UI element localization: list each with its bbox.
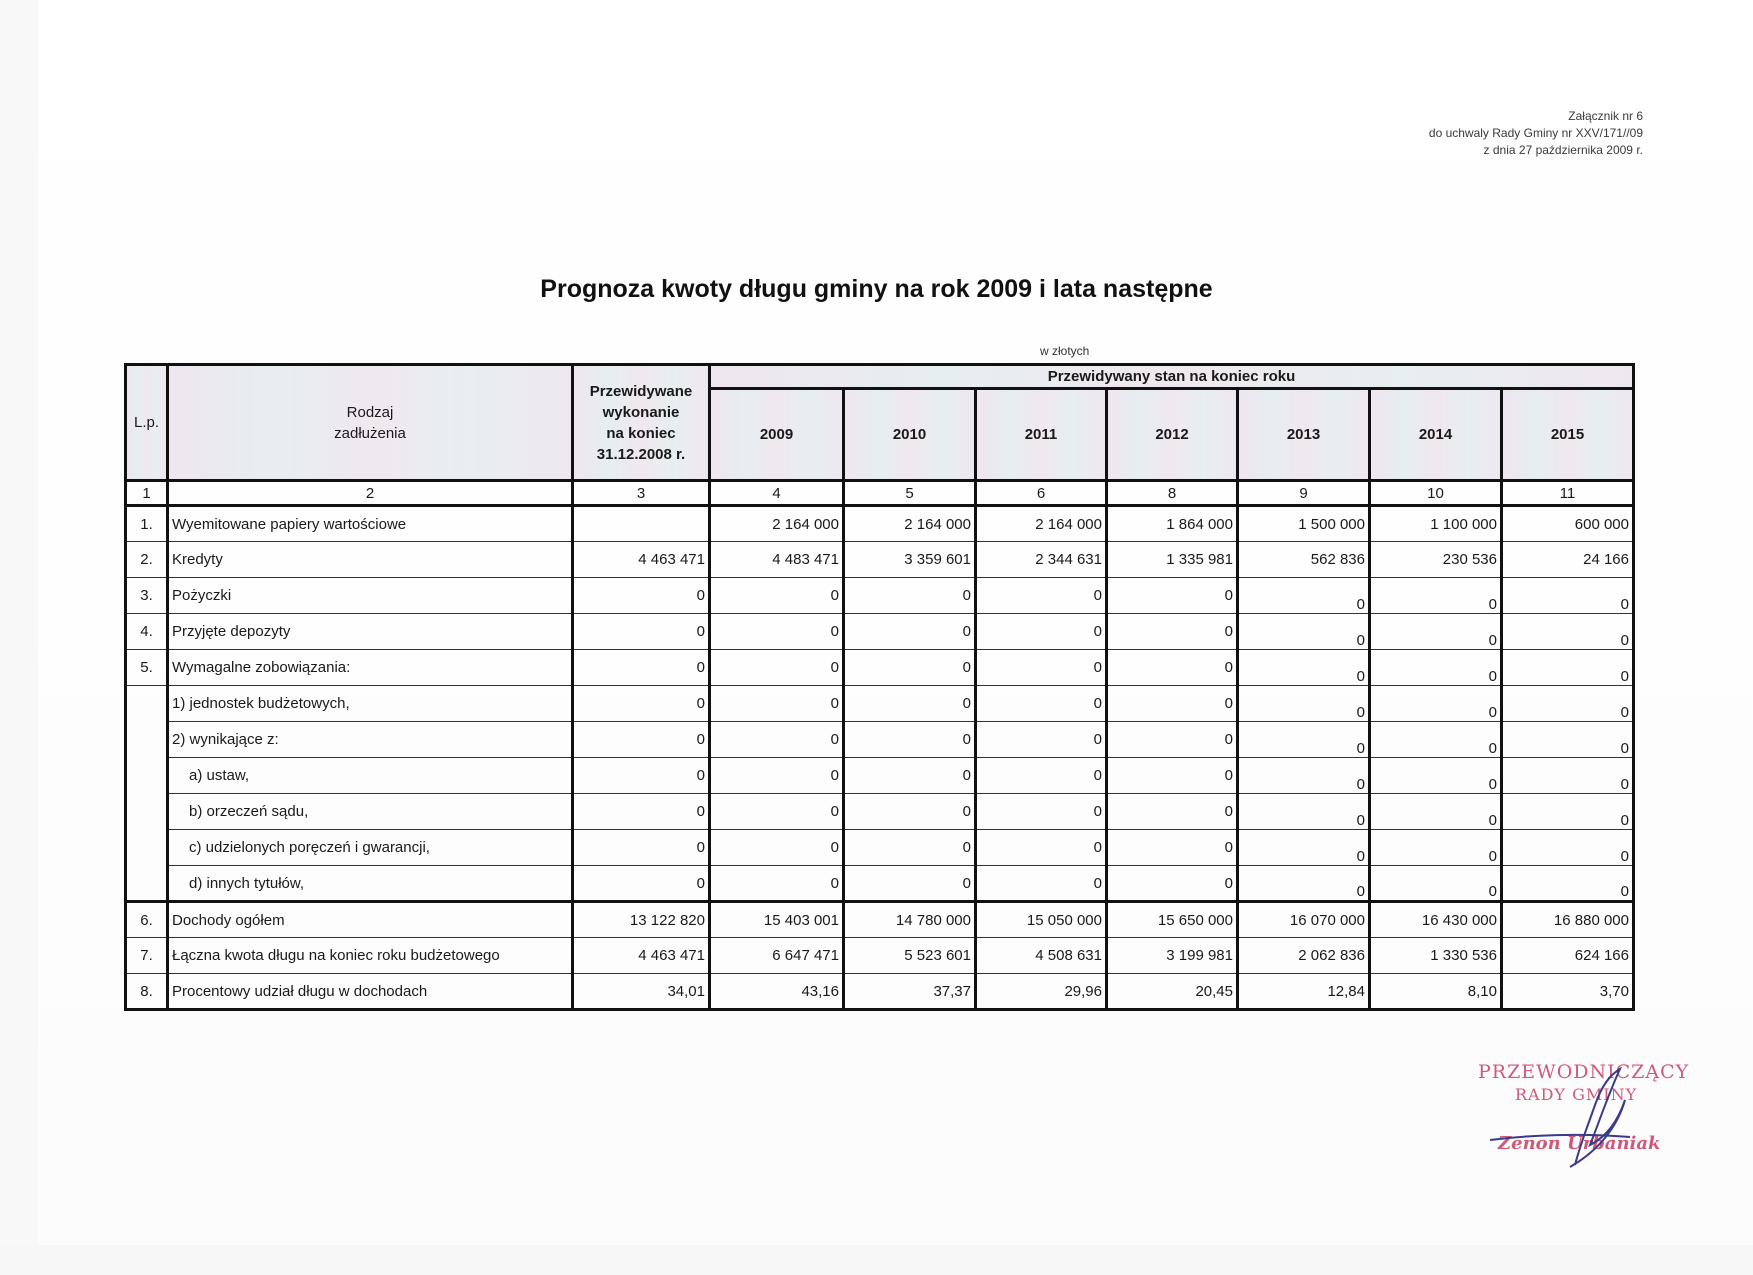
row-label: Łączna kwota długu na koniec roku budżetowego: [168, 938, 573, 974]
row-number: 8.: [126, 974, 168, 1010]
value-cell: 4 463 471: [573, 938, 710, 974]
value-cell: 1 864 000: [1107, 506, 1238, 542]
header-exec-line1: Przewidywane: [589, 382, 693, 400]
value-cell: 0: [976, 614, 1107, 650]
value-cell: 0: [1107, 686, 1238, 722]
value-cell: 0: [710, 758, 844, 794]
row-label: Wyemitowane papiery wartościowe: [168, 506, 573, 542]
value-cell: 0: [976, 650, 1107, 686]
header-year-2014: 2014: [1370, 389, 1502, 481]
table-row: [126, 866, 1634, 902]
column-number: 4: [710, 481, 844, 506]
scan-bottom-edge: [0, 1245, 1753, 1275]
value-cell: 0: [1502, 578, 1634, 614]
header-expected-execution: [573, 365, 710, 481]
value-cell: 15 403 001: [710, 902, 844, 938]
row-number: 4.: [126, 614, 168, 650]
row-number: 7.: [126, 938, 168, 974]
value-cell: 8,10: [1370, 974, 1502, 1010]
row-label: Wymagalne zobowiązania:: [168, 650, 573, 686]
value-cell: 0: [710, 830, 844, 866]
table-row: [126, 722, 1634, 758]
value-cell: 0: [1502, 794, 1634, 830]
value-cell: 43,16: [710, 974, 844, 1010]
value-cell: 0: [976, 686, 1107, 722]
row-number: [126, 758, 168, 794]
value-cell: 0: [1107, 758, 1238, 794]
value-cell: 0: [844, 830, 976, 866]
table-row: [126, 650, 1634, 686]
value-cell: 0: [1238, 722, 1370, 758]
header-exec-line3: na koniec: [606, 424, 676, 442]
value-cell: 0: [1107, 866, 1238, 902]
value-cell: 0: [1370, 650, 1502, 686]
row-number: 3.: [126, 578, 168, 614]
value-cell: 0: [573, 758, 710, 794]
value-cell: 0: [976, 830, 1107, 866]
value-cell: 6 647 471: [710, 938, 844, 974]
row-label: Przyjęte depozyty: [168, 614, 573, 650]
header-debt-type: [168, 365, 573, 481]
header-debt-type-line1: Rodzaj: [346, 403, 394, 421]
resolution-reference: do uchwaly Rady Gminy nr XXV/171//09: [1428, 126, 1643, 140]
page-title: Prognoza kwoty długu gminy na rok 2009 i lata następne: [540, 275, 1213, 303]
table-row: [126, 830, 1634, 866]
header-forecast-group: Przewidywany stan na koniec roku: [710, 365, 1634, 389]
value-cell: 0: [1502, 650, 1634, 686]
row-number: [126, 722, 168, 758]
row-label: c) udzielonych poręczeń i gwarancji,: [168, 830, 573, 866]
row-number: 2.: [126, 542, 168, 578]
value-cell: 15 050 000: [976, 902, 1107, 938]
value-cell: 0: [1370, 794, 1502, 830]
table-row: [126, 542, 1634, 578]
value-cell: 0: [1370, 722, 1502, 758]
value-cell: 0: [1107, 794, 1238, 830]
value-cell: 0: [1502, 686, 1634, 722]
chairman-stamp: [1470, 1055, 1700, 1175]
value-cell: 3 199 981: [1107, 938, 1238, 974]
column-number: 3: [573, 481, 710, 506]
stamp-council: RADY GMINY: [1515, 1085, 1638, 1104]
value-cell: 0: [573, 830, 710, 866]
header-year-2012: 2012: [1107, 389, 1238, 481]
value-cell: 0: [1238, 578, 1370, 614]
value-cell: 2 344 631: [976, 542, 1107, 578]
row-number: [126, 866, 168, 902]
value-cell: 37,37: [844, 974, 976, 1010]
value-cell: 0: [573, 614, 710, 650]
column-number: 2: [168, 481, 573, 506]
value-cell: 0: [573, 650, 710, 686]
table-row: [126, 794, 1634, 830]
value-cell: 0: [1238, 830, 1370, 866]
value-cell: 2 062 836: [1238, 938, 1370, 974]
value-cell: 0: [976, 578, 1107, 614]
value-cell: 0: [976, 758, 1107, 794]
value-cell: 1 100 000: [1370, 506, 1502, 542]
value-cell: 20,45: [1107, 974, 1238, 1010]
value-cell: 15 650 000: [1107, 902, 1238, 938]
row-label: b) orzeczeń sądu,: [168, 794, 573, 830]
value-cell: 0: [710, 686, 844, 722]
value-cell: 13 122 820: [573, 902, 710, 938]
value-cell: 562 836: [1238, 542, 1370, 578]
value-cell: 0: [710, 614, 844, 650]
value-cell: 0: [1370, 866, 1502, 902]
table-row: [126, 614, 1634, 650]
value-cell: 0: [1370, 758, 1502, 794]
row-label: Procentowy udział długu w dochodach: [168, 974, 573, 1010]
value-cell: 0: [710, 578, 844, 614]
value-cell: 4 463 471: [573, 542, 710, 578]
header-year-2015: 2015: [1502, 389, 1634, 481]
value-cell: 0: [1107, 578, 1238, 614]
row-number: [126, 830, 168, 866]
value-cell: 29,96: [976, 974, 1107, 1010]
row-label: Dochody ogółem: [168, 902, 573, 938]
row-label: d) innych tytułów,: [168, 866, 573, 902]
value-cell: 3,70: [1502, 974, 1634, 1010]
value-cell: 0: [1107, 614, 1238, 650]
value-cell: 0: [1502, 722, 1634, 758]
stamp-name: Zenon Urbaniak: [1498, 1133, 1661, 1154]
value-cell: 0: [1502, 758, 1634, 794]
value-cell: 0: [1107, 650, 1238, 686]
value-cell: 24 166: [1502, 542, 1634, 578]
column-number: 10: [1370, 481, 1502, 506]
value-cell: 0: [710, 722, 844, 758]
value-cell: 0: [710, 650, 844, 686]
table-row: [126, 974, 1634, 1010]
value-cell: 230 536: [1370, 542, 1502, 578]
attachment-note: [1429, 108, 1643, 159]
table-row: [126, 578, 1634, 614]
row-label: a) ustaw,: [168, 758, 573, 794]
value-cell: 1 330 536: [1370, 938, 1502, 974]
column-number: 6: [976, 481, 1107, 506]
value-cell: 0: [844, 650, 976, 686]
value-cell: 14 780 000: [844, 902, 976, 938]
value-cell: 0: [573, 722, 710, 758]
column-number: 1: [126, 481, 168, 506]
header-debt-type-line2: zadłużenia: [334, 424, 406, 442]
value-cell: 2 164 000: [844, 506, 976, 542]
value-cell: 0: [844, 578, 976, 614]
value-cell: 0: [844, 722, 976, 758]
column-number: 8: [1107, 481, 1238, 506]
value-cell: 0: [1502, 866, 1634, 902]
value-cell: 16 430 000: [1370, 902, 1502, 938]
value-cell: 0: [710, 794, 844, 830]
column-number: 5: [844, 481, 976, 506]
table-row: [126, 902, 1634, 938]
table-row: [126, 758, 1634, 794]
value-cell: 0: [573, 578, 710, 614]
value-cell: 34,01: [573, 974, 710, 1010]
row-number: 1.: [126, 506, 168, 542]
value-cell: 0: [976, 794, 1107, 830]
value-cell: 0: [1238, 686, 1370, 722]
value-cell: 0: [844, 794, 976, 830]
value-cell: 0: [1238, 794, 1370, 830]
header-exec-line2: wykonanie: [602, 403, 680, 421]
value-cell: 0: [1238, 866, 1370, 902]
value-cell: 0: [1502, 830, 1634, 866]
value-cell: 600 000: [1502, 506, 1634, 542]
stamp-title: PRZEWODNICZĄCY: [1478, 1061, 1690, 1083]
row-label: Kredyty: [168, 542, 573, 578]
attachment-number: Załącznik nr 6: [1568, 109, 1643, 123]
value-cell: 624 166: [1502, 938, 1634, 974]
value-cell: 0: [1370, 578, 1502, 614]
value-cell: 12,84: [1238, 974, 1370, 1010]
unit-label: w złotych: [1040, 344, 1090, 358]
scan-edge: [0, 0, 38, 1275]
value-cell: 3 359 601: [844, 542, 976, 578]
value-cell: 0: [976, 722, 1107, 758]
value-cell: 0: [710, 866, 844, 902]
value-cell: 0: [573, 794, 710, 830]
value-cell: 0: [844, 866, 976, 902]
value-cell: 1 335 981: [1107, 542, 1238, 578]
value-cell: 16 880 000: [1502, 902, 1634, 938]
column-number: 9: [1238, 481, 1370, 506]
table-row: [126, 938, 1634, 974]
value-cell: 0: [1370, 830, 1502, 866]
value-cell: 0: [1238, 650, 1370, 686]
value-cell: 2 164 000: [976, 506, 1107, 542]
header-exec-line4: 31.12.2008 r.: [596, 445, 686, 463]
row-label: 2) wynikające z:: [168, 722, 573, 758]
column-number: 11: [1502, 481, 1634, 506]
value-cell: 4 508 631: [976, 938, 1107, 974]
value-cell: 5 523 601: [844, 938, 976, 974]
value-cell: 0: [573, 686, 710, 722]
value-cell: 0: [1238, 614, 1370, 650]
row-number: 5.: [126, 650, 168, 686]
value-cell: 0: [1370, 686, 1502, 722]
value-cell: 2 164 000: [710, 506, 844, 542]
header-year-2010: 2010: [844, 389, 976, 481]
value-cell: 0: [844, 614, 976, 650]
value-cell: 0: [1502, 614, 1634, 650]
table-row: [126, 506, 1634, 542]
table-row: [126, 686, 1634, 722]
value-cell: 4 483 471: [710, 542, 844, 578]
row-number: 6.: [126, 902, 168, 938]
resolution-date: z dnia 27 października 2009 r.: [1483, 143, 1643, 157]
row-label: Pożyczki: [168, 578, 573, 614]
header-lp: L.p.: [126, 365, 168, 481]
value-cell: [573, 506, 710, 542]
value-cell: 1 500 000: [1238, 506, 1370, 542]
value-cell: 0: [1238, 758, 1370, 794]
value-cell: 0: [1107, 830, 1238, 866]
row-label: 1) jednostek budżetowych,: [168, 686, 573, 722]
debt-forecast-table: [124, 363, 1635, 1011]
header-year-2011: 2011: [976, 389, 1107, 481]
row-number: [126, 794, 168, 830]
value-cell: 0: [976, 866, 1107, 902]
value-cell: 16 070 000: [1238, 902, 1370, 938]
value-cell: 0: [573, 866, 710, 902]
handwritten-signature: [1470, 1055, 1700, 1175]
value-cell: 0: [844, 758, 976, 794]
row-number: [126, 686, 168, 722]
value-cell: 0: [844, 686, 976, 722]
value-cell: 0: [1370, 614, 1502, 650]
header-year-2009: 2009: [710, 389, 844, 481]
header-year-2013: 2013: [1238, 389, 1370, 481]
value-cell: 0: [1107, 722, 1238, 758]
